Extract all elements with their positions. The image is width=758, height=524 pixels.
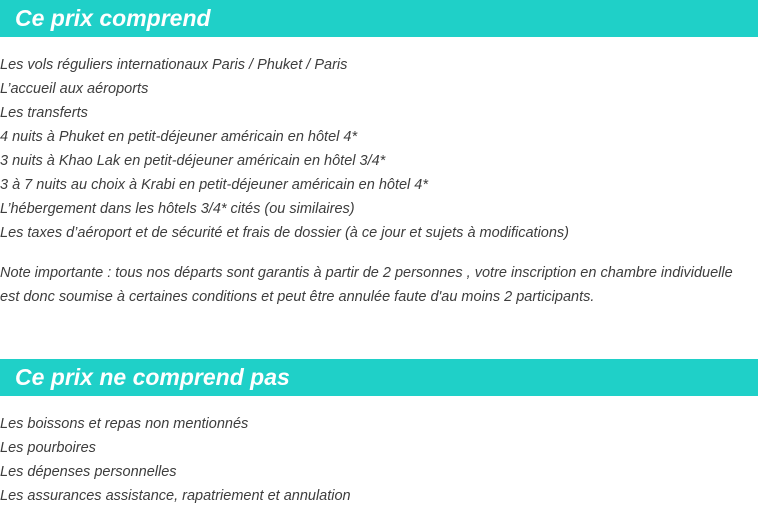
included-item: L’accueil aux aéroports — [0, 81, 149, 97]
excluded-list — [0, 412, 758, 508]
included-item: 4 nuits à Phuket en petit-déjeuner américain en hôtel 4* — [0, 129, 358, 145]
included-section-title: Ce prix comprend — [0, 0, 758, 37]
excluded-item: Les pourboires — [0, 440, 96, 456]
excluded-item: Les boissons et repas non mentionnés — [0, 416, 249, 432]
included-item: Les vols réguliers internationaux Paris / Phuket / Paris — [0, 57, 348, 73]
included-list — [0, 53, 758, 245]
excluded-item: Les dépenses personnelles — [0, 464, 177, 480]
included-item: 3 nuits à Khao Lak en petit-déjeuner américain en hôtel 3/4* — [0, 153, 386, 169]
included-item: 3 à 7 nuits au choix à Krabi en petit-déjeuner américain en hôtel 4* — [0, 177, 429, 193]
included-item: L’hébergement dans les hôtels 3/4* cités (ou similaires) — [0, 201, 355, 217]
excluded-item: Les assurances assistance, rapatriement et annulation — [0, 488, 351, 504]
excluded-section-title: Ce prix ne comprend pas — [0, 359, 758, 396]
included-item: Les taxes d’aéroport et de sécurité et frais de dossier (à ce jour et sujets à modifications) — [0, 225, 570, 241]
important-note: Note importante : tous nos départs sont garantis à partir de 2 personnes , votre inscription en chambre individuelle est donc soumise à certaines conditions et peut être annulée faute d'au moins 2 participants. — [0, 265, 733, 305]
included-item: Les transferts — [0, 105, 88, 121]
